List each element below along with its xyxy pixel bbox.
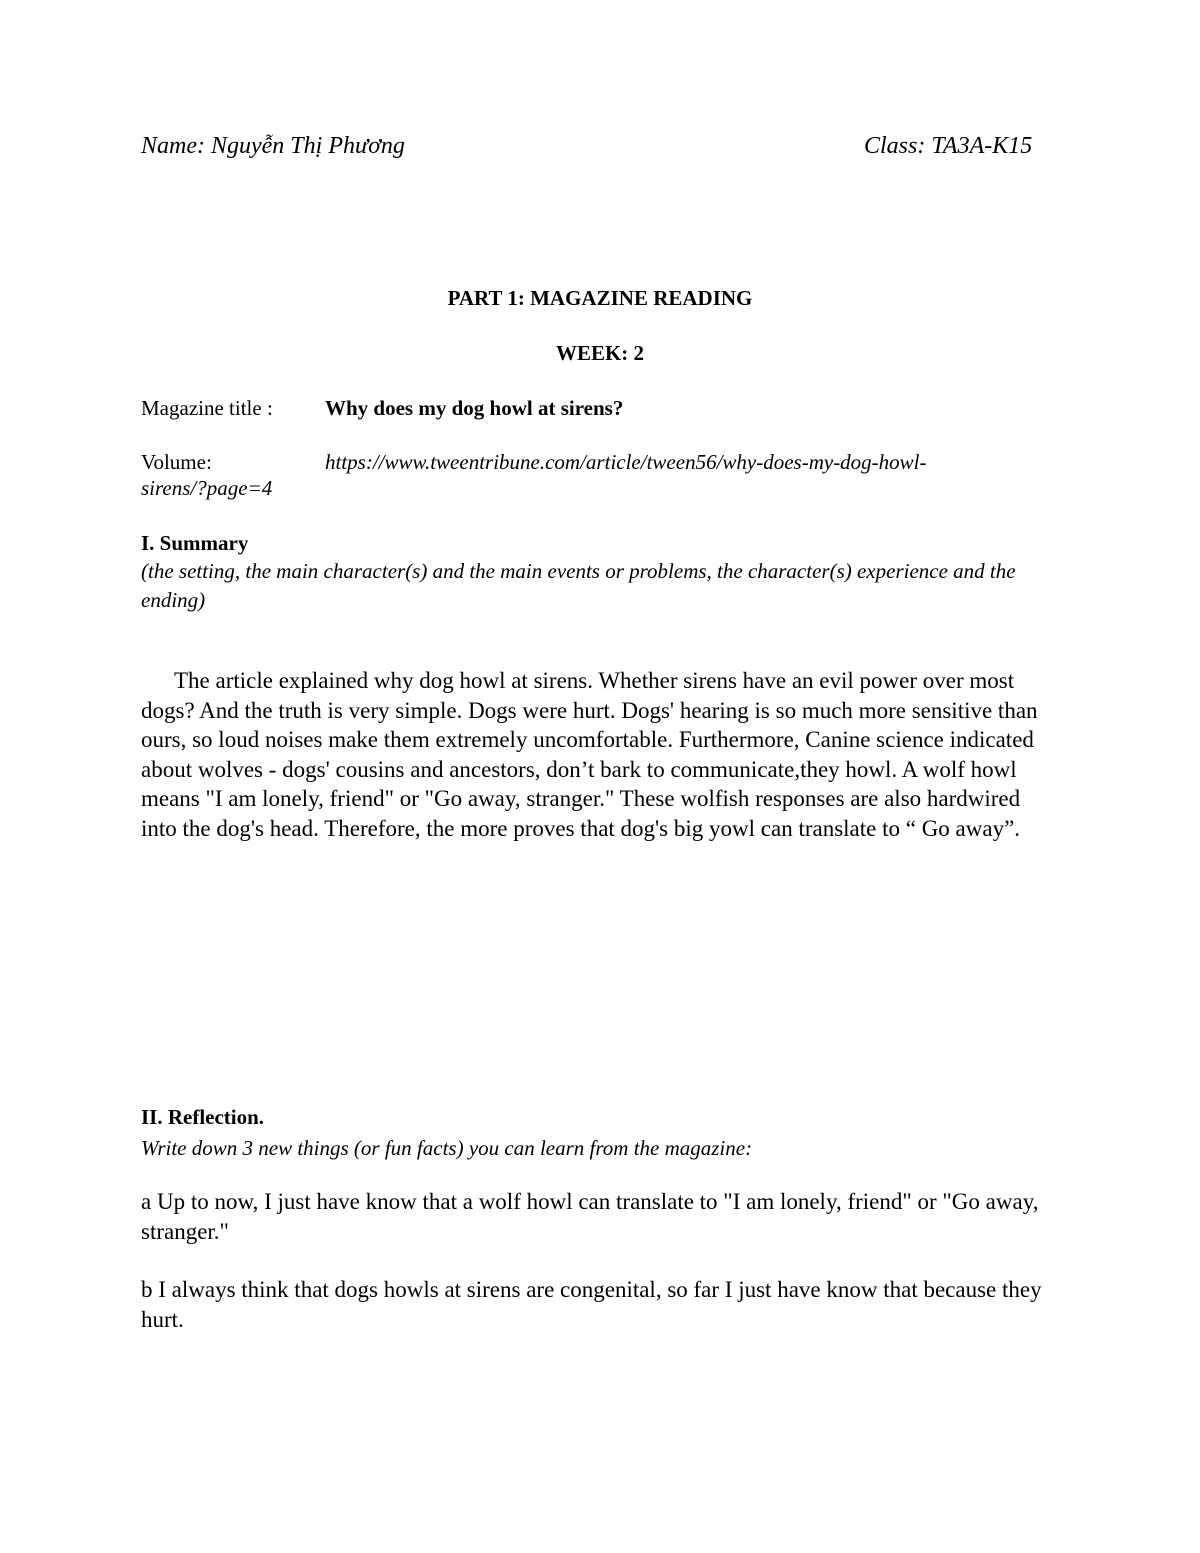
volume-url-line2: sirens/?page=4 — [141, 476, 273, 500]
reflection-heading: II. Reflection. — [141, 1105, 265, 1129]
part-title: PART 1: MAGAZINE READING — [447, 286, 753, 310]
summary-instruction: (the setting, the main character(s) and the main events or problems, the character(s) experience and the ending) — [141, 559, 1016, 612]
reflection-answer-a: a Up to now, I just have know that a wolf howl can translate to "I am lonely, friend" or "Go away, stranger." — [141, 1189, 1039, 1244]
magazine-title-label: Magazine title : — [141, 396, 273, 420]
student-class: Class: TA3A-K15 — [864, 133, 1033, 159]
week-title: WEEK: 2 — [555, 341, 645, 365]
reflection-instruction: Write down 3 new things (or fun facts) you can learn from the magazine: — [141, 1136, 753, 1160]
volume-label: Volume: — [141, 450, 212, 474]
summary-heading: I. Summary — [141, 531, 249, 555]
summary-text: The article explained why dog howl at sirens. Whether sirens have an evil power over most dogs? And the truth is very simple. Dogs were hurt. Dogs' hearing is so much more sensitive than ours, so loud noises make them extremely uncomfortable. Furthermore, Canine science indicated about wolves - dogs' cousins and ancestors, don’t bark to communicate,they howl. A wolf howl means "I am lonely, friend" or "Go away, stranger." These wolfish responses are also hardwired into the dog's head. Therefore, the more proves that dog's big yowl can translate to “ Go away”. — [141, 668, 1038, 841]
reflection-answer-b: b I always think that dogs howls at sirens are congenital, so far I just have know that because they hurt. — [141, 1277, 1042, 1332]
volume-url-line1: https://www.tweentribune.com/article/tween56/why-does-my-dog-howl- — [325, 450, 927, 474]
magazine-title-value: Why does my dog howl at sirens? — [325, 396, 624, 420]
student-name: Name: Nguyễn Thị Phương — [141, 133, 405, 159]
